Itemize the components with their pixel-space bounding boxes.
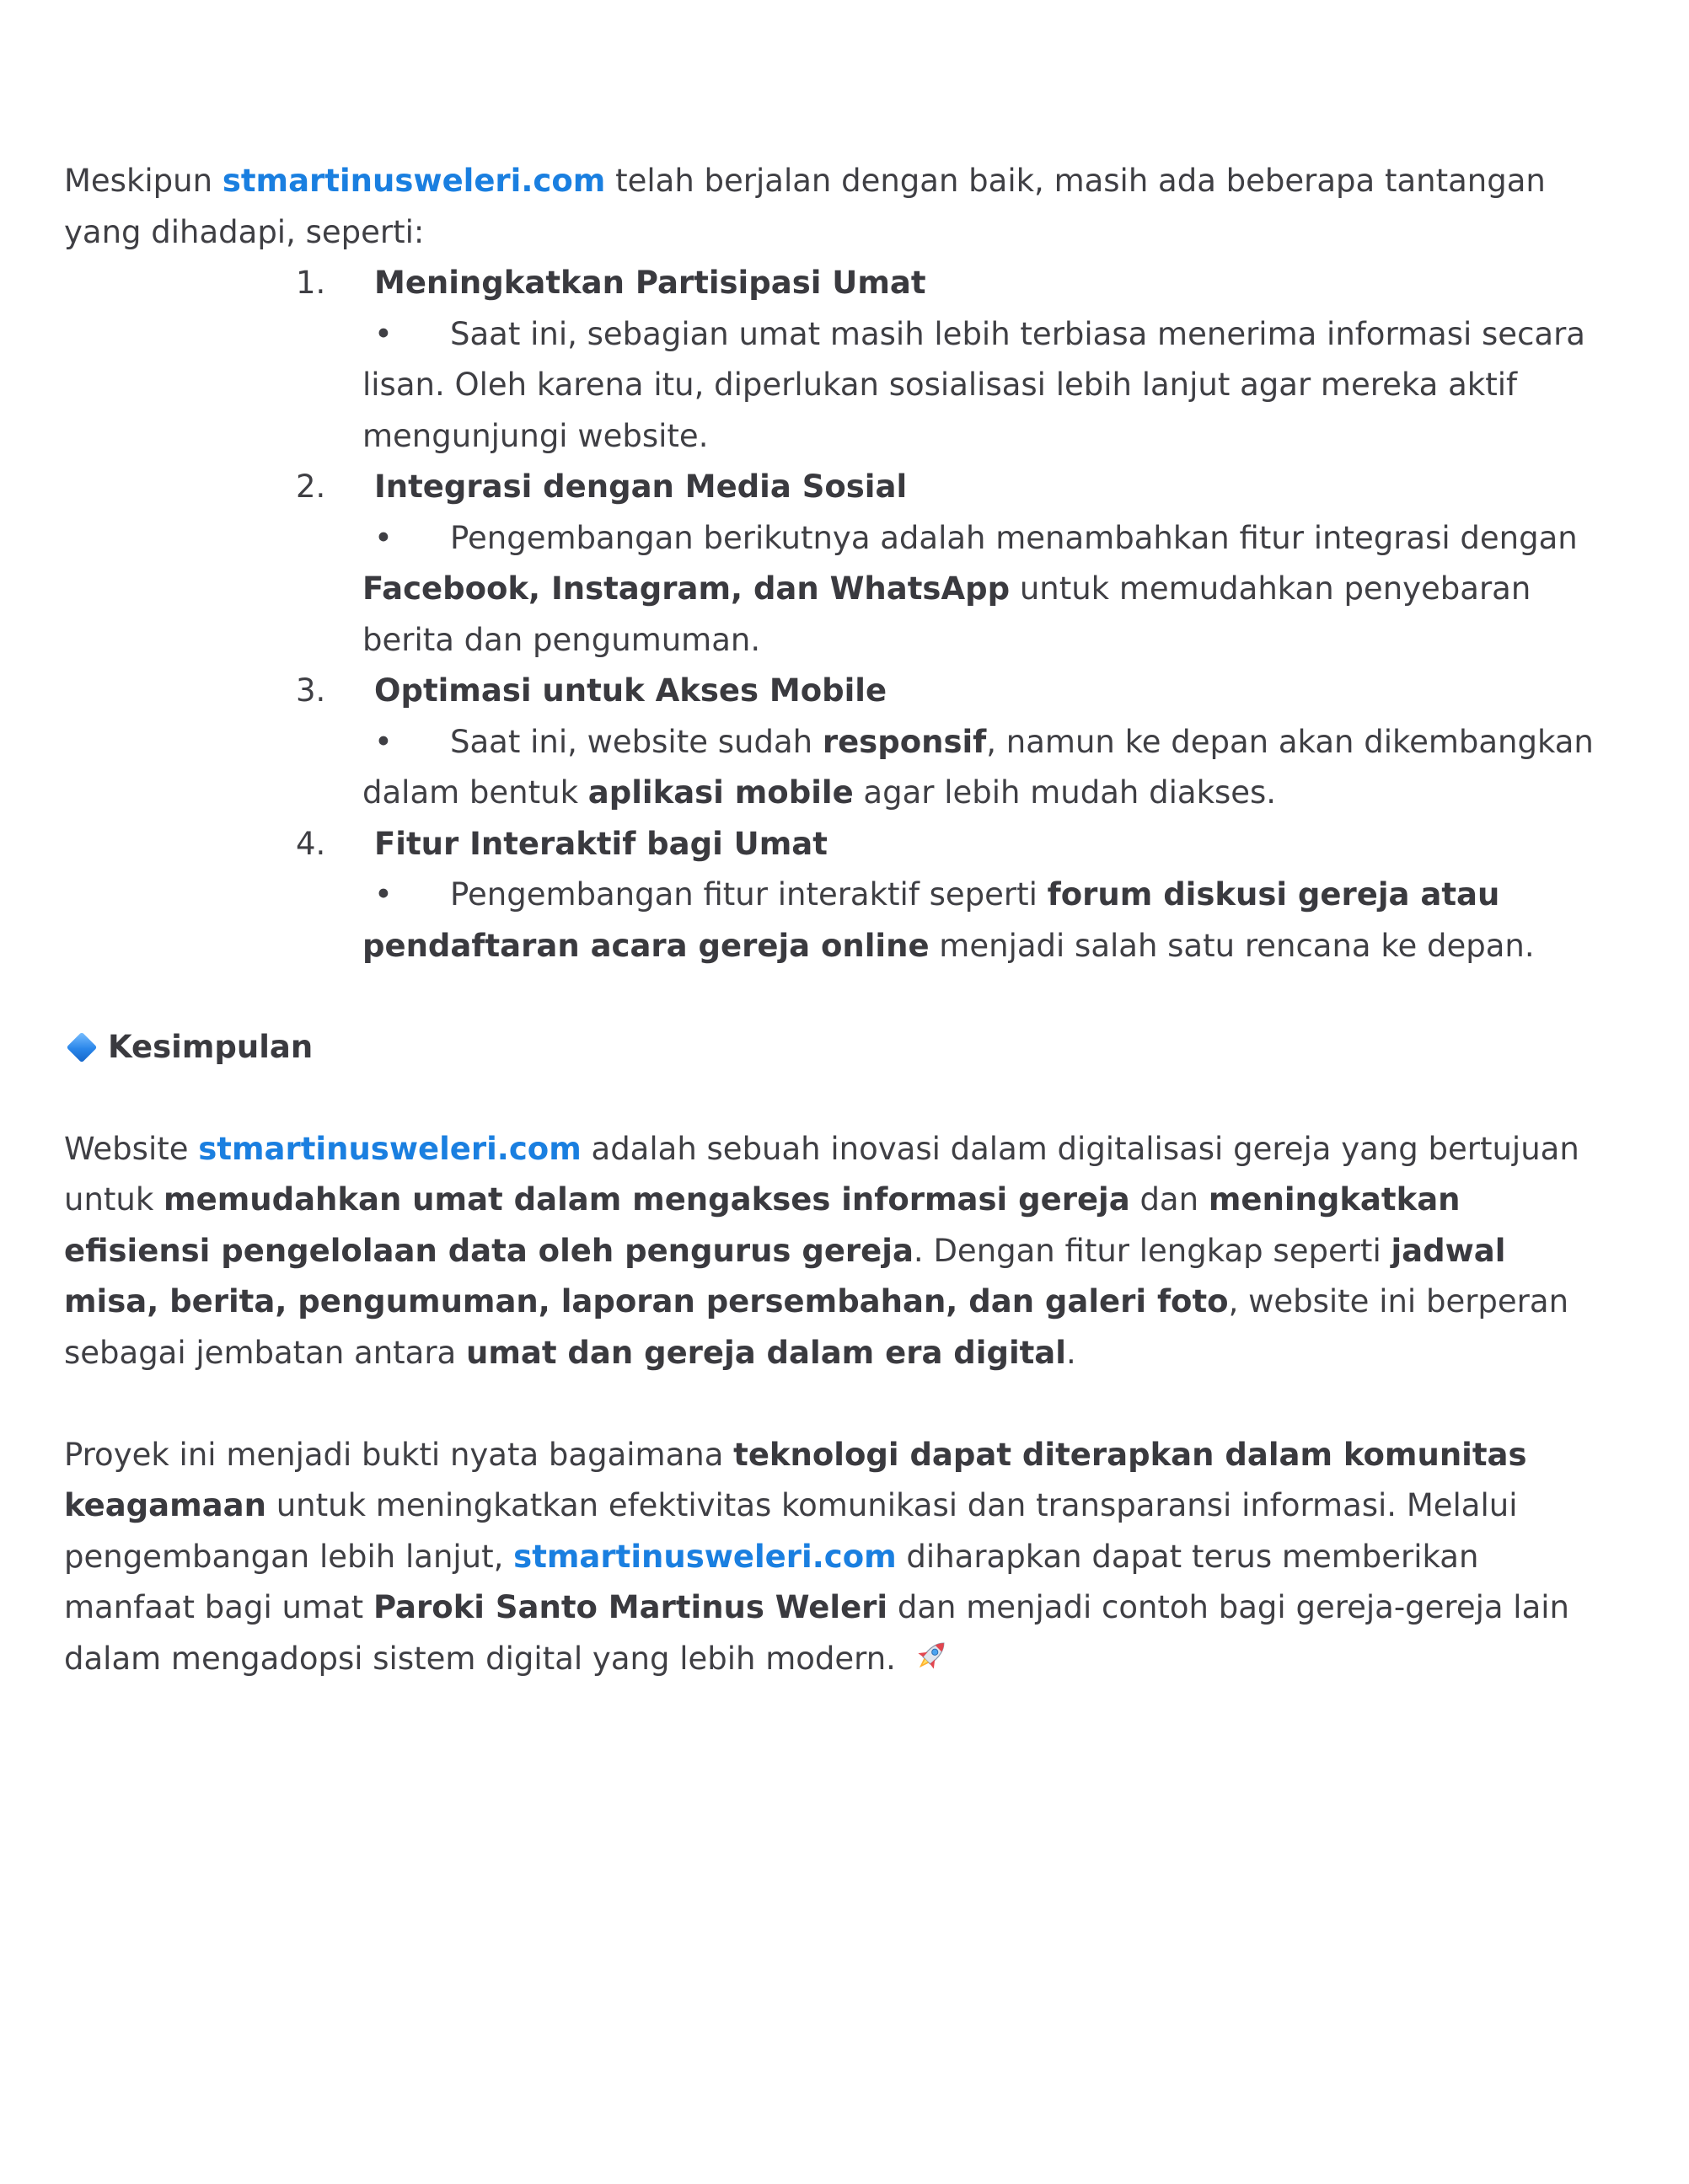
list-item-detail: • Pengembangan fitur interaktif seperti forum diskusi gereja atau pendaftaran acara gereja online menjadi salah satu rencana ke depan.	[362, 870, 1606, 972]
list-item-title: Meningkatkan Partisipasi Umat	[374, 265, 926, 301]
intro-paragraph	[64, 156, 1606, 258]
bullet-icon: •	[374, 519, 393, 556]
conclusion-paragraph-2: Proyek ini menjadi bukti nyata bagaimana teknologi dapat diterapkan dalam komunitas keagamaan untuk meningkatkan efektivitas komunikasi dan transparansi informasi. Melalui pengembangan lebih lanjut, stmartinusweleri.com diharapkan dapat terus memberikan manfaat bagi umat Paroki Santo Martinus Weleri dan menjadi contoh bagi gereja-gereja lain dalam mengadopsi sistem digital yang lebih modern.	[64, 1436, 1569, 1677]
site-link[interactable]: stmartinusweleri.com	[513, 1538, 897, 1575]
list-item-detail: • Saat ini, website sudah responsif, namun ke depan akan dikembangkan dalam bentuk aplikasi mobile agar lebih mudah diakses.	[362, 717, 1606, 819]
list-item	[64, 462, 1606, 666]
list-number: 2.	[296, 468, 326, 505]
conclusion-heading	[64, 1022, 1606, 1073]
rocket-icon	[911, 1635, 952, 1676]
conclusion-heading-text: Kesimpulan	[108, 1029, 314, 1065]
list-number: 3.	[296, 672, 326, 709]
paragraph-spacer	[64, 1378, 1606, 1430]
list-number: 4.	[296, 825, 326, 862]
list-item-title: Integrasi dengan Media Sosial	[374, 468, 908, 505]
list-item	[64, 666, 1606, 819]
list-item	[64, 819, 1606, 972]
site-link[interactable]: stmartinusweleri.com	[198, 1130, 582, 1167]
list-item-title: Fitur Interaktif bagi Umat	[374, 825, 828, 862]
conclusion-paragraph-1: Website stmartinusweleri.com adalah sebuah inovasi dalam digitalisasi gereja yang bertujuan untuk memudahkan umat dalam mengakses informasi gereja dan meningkatkan efisiensi pengelolaan data oleh pengurus gereja. Dengan fitur lengkap seperti jadwal misa, berita, pengumuman, laporan persembahan, dan galeri foto, website ini berperan sebagai jembatan antara umat dan gereja dalam era digital.	[64, 1130, 1579, 1371]
list-item-title: Optimasi untuk Akses Mobile	[374, 672, 887, 709]
site-link[interactable]: stmartinusweleri.com	[222, 163, 606, 199]
list-number: 1.	[296, 265, 326, 301]
intro-text: Meskipun	[64, 163, 223, 199]
bullet-icon: •	[374, 315, 393, 352]
bullet-icon: •	[374, 723, 393, 760]
list-item-detail: • Saat ini, sebagian umat masih lebih terbiasa menerima informasi secara lisan. Oleh karena itu, diperlukan sosialisasi lebih lanjut agar mereka aktif mengunjungi website.	[362, 309, 1606, 463]
list-item	[64, 258, 1606, 462]
intro-text-end: telah berjalan dengan baik, masih ada beberapa tantangan yang dihadapi, seperti:	[64, 163, 1546, 250]
blue-diamond-icon	[67, 1032, 98, 1063]
list-item-detail: • Pengembangan berikutnya adalah menambahkan fitur integrasi dengan Facebook, Instagram, dan WhatsApp untuk memudahkan penyebaran berita dan pengumuman.	[362, 513, 1606, 666]
document-page	[64, 156, 1606, 1684]
bullet-icon: •	[374, 876, 393, 913]
challenges-list	[64, 258, 1606, 972]
